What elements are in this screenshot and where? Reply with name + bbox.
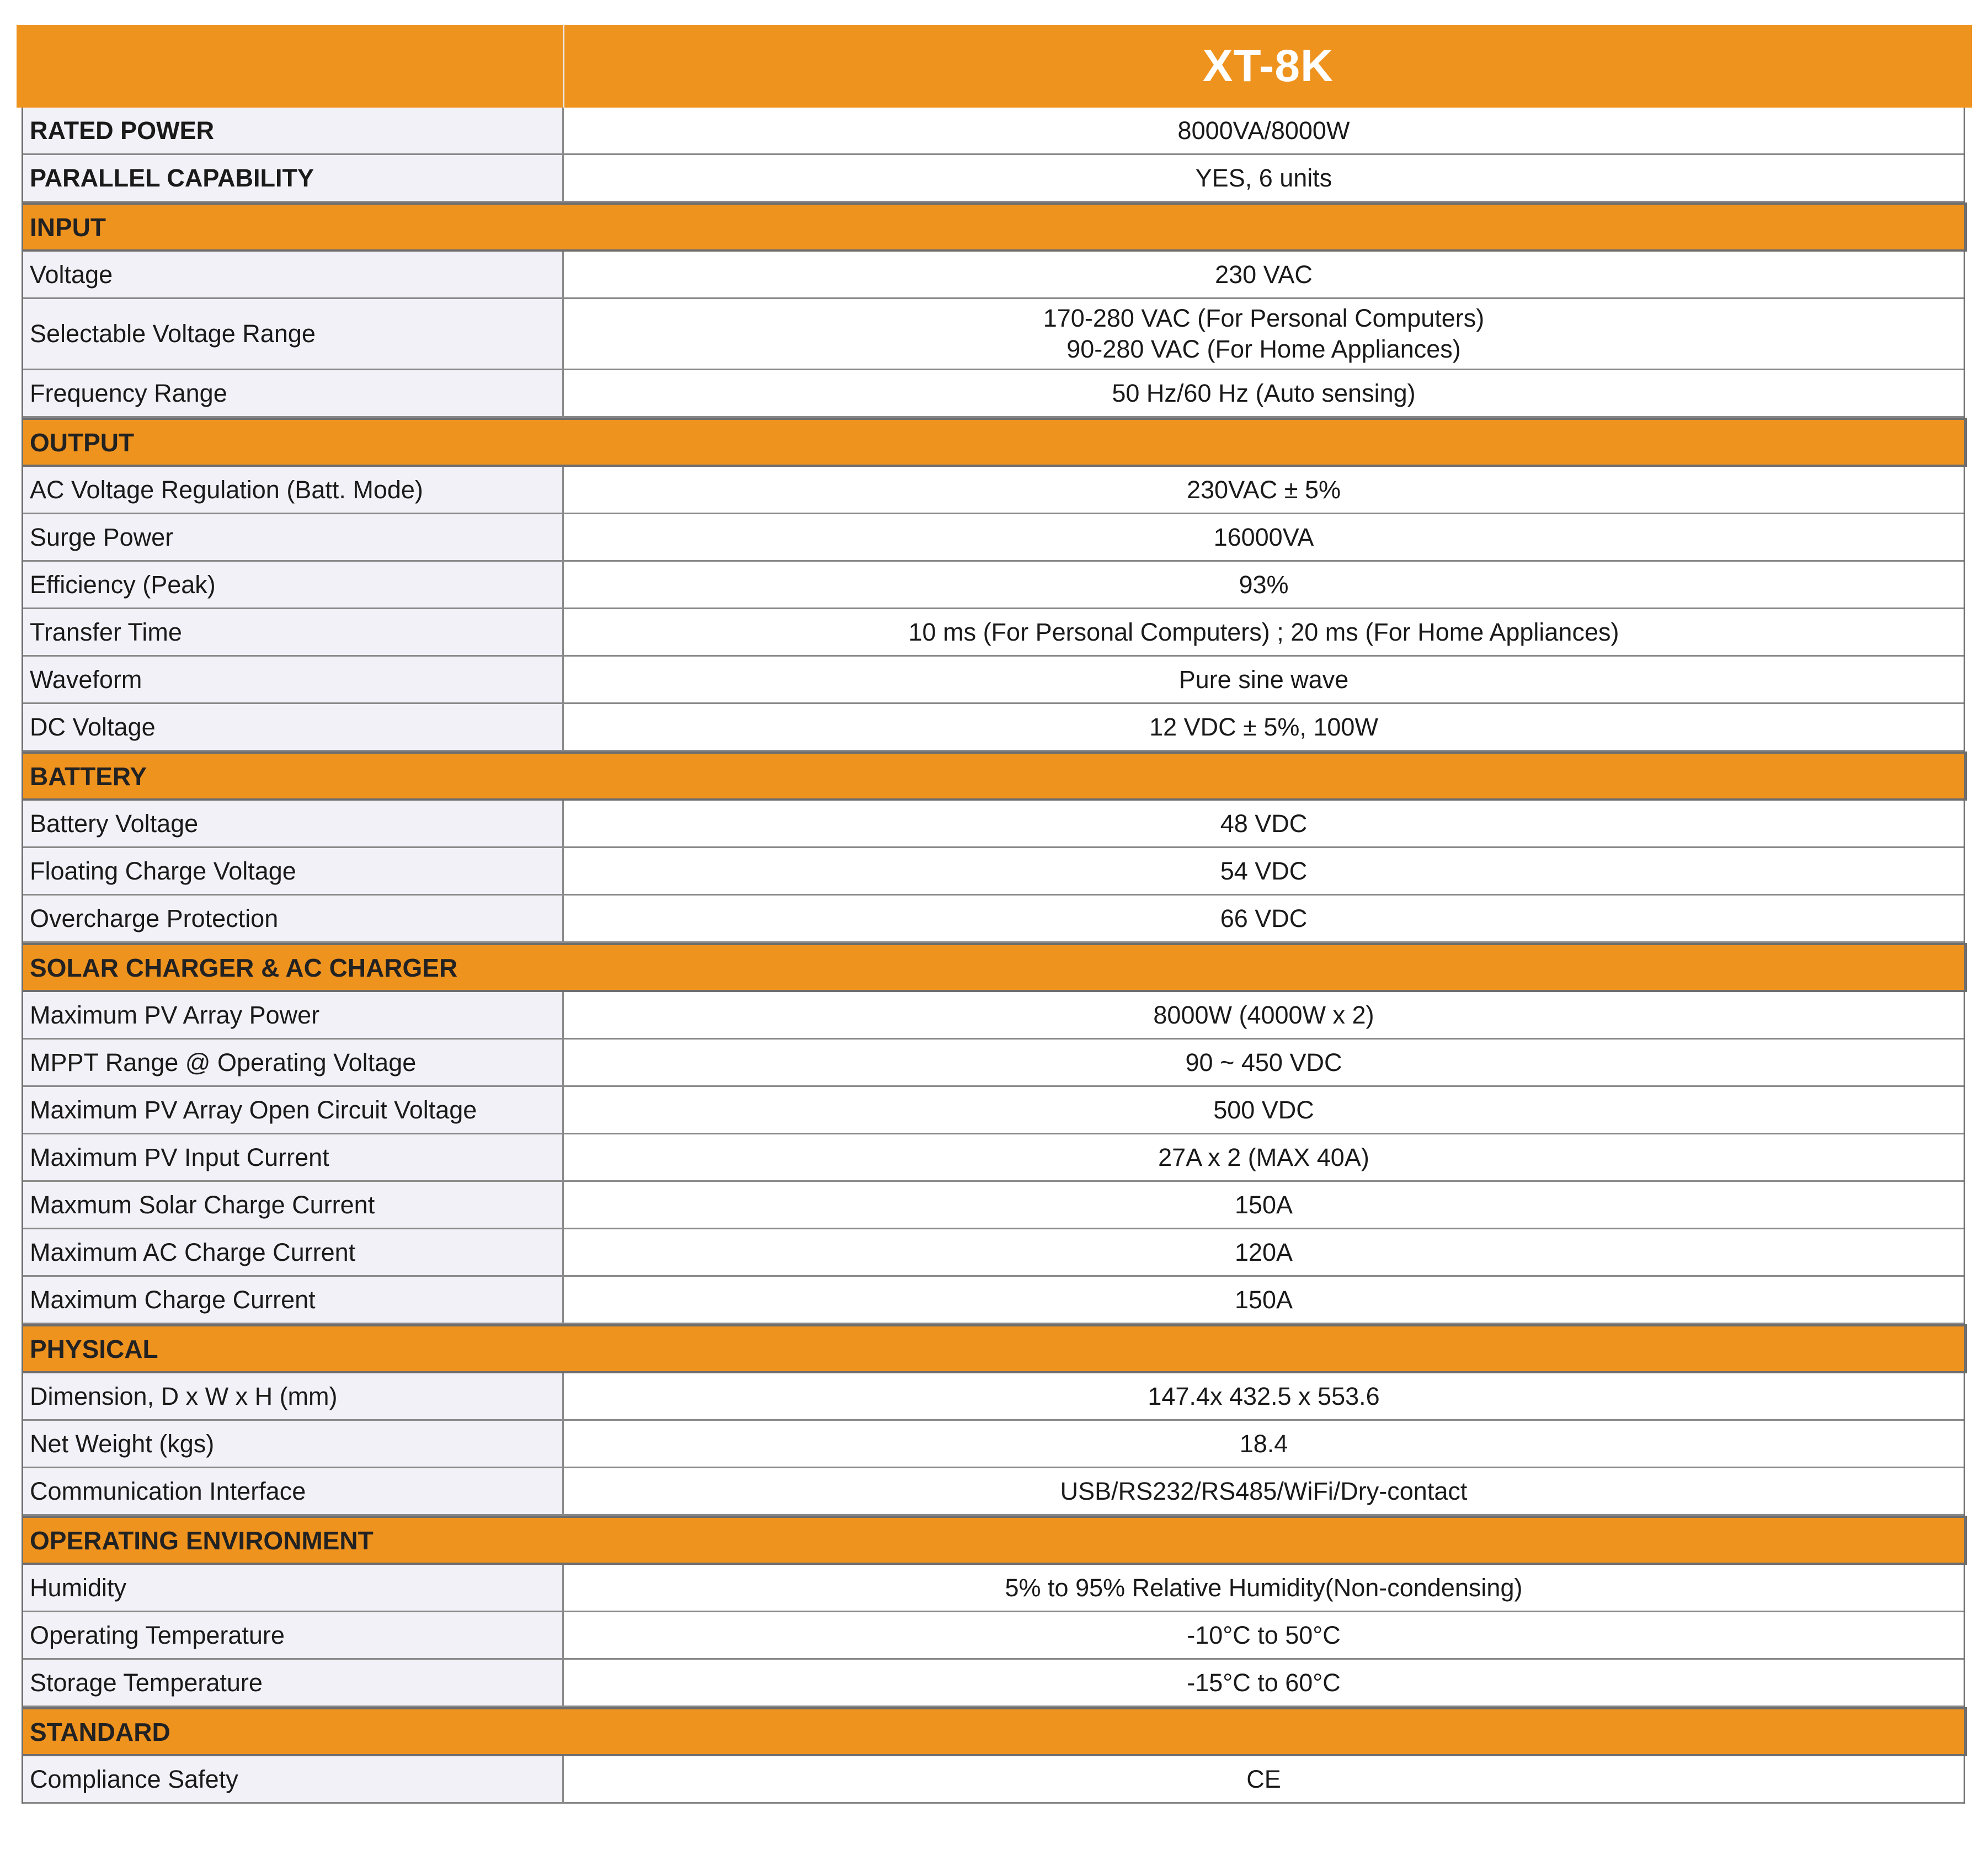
table-row: [23, 299, 1964, 370]
value-line: CE: [1246, 1765, 1281, 1793]
row-value: [564, 657, 1964, 702]
section-header: SOLAR CHARGER & AC CHARGER: [23, 943, 1967, 992]
row-label: Maximum PV Array Open Circuit Voltage: [23, 1087, 564, 1133]
row-label: Maximum AC Charge Current: [23, 1229, 564, 1275]
row-label: Efficiency (Peak): [23, 562, 564, 607]
row-label: Maximum Charge Current: [23, 1277, 564, 1323]
row-value: [564, 1421, 1964, 1467]
model-name: XT-8K: [1202, 41, 1334, 91]
row-value: [564, 1040, 1964, 1085]
table-row: [23, 896, 1964, 943]
value-line: 8000W (4000W x 2): [1153, 1000, 1374, 1029]
row-value: [564, 1565, 1964, 1611]
row-value: [564, 1612, 1964, 1658]
table-row: [23, 1134, 1964, 1182]
row-label: Battery Voltage: [23, 801, 564, 846]
table-row: [23, 609, 1964, 657]
value-line: YES, 6 units: [1195, 163, 1332, 192]
spec-table: [17, 25, 1972, 1804]
row-value: [564, 252, 1964, 297]
value-line: 10 ms (For Personal Computers) ; 20 ms (For Home Appliances): [908, 617, 1619, 646]
row-value: [564, 370, 1964, 416]
table-row: [23, 467, 1964, 514]
table-row: [23, 108, 1964, 155]
table-row: [23, 1182, 1964, 1229]
value-line: 16000VA: [1213, 523, 1314, 551]
row-value: [564, 562, 1964, 607]
value-line: -15°C to 60°C: [1187, 1668, 1341, 1697]
value-line: 66 VDC: [1220, 904, 1308, 932]
header-corner-cell: [17, 25, 564, 108]
row-label: Maxmum Solar Charge Current: [23, 1182, 564, 1228]
value-line: 27A x 2 (MAX 40A): [1158, 1143, 1369, 1171]
row-value: [564, 848, 1964, 894]
value-line: Pure sine wave: [1178, 665, 1349, 694]
row-value: [564, 1373, 1964, 1419]
value-line: 5% to 95% Relative Humidity(Non-condensing): [1005, 1573, 1523, 1602]
row-value: [564, 155, 1964, 201]
row-label: Voltage: [23, 252, 564, 297]
value-line: 120A: [1234, 1238, 1293, 1266]
table-row: [23, 562, 1964, 609]
table-row: [23, 1756, 1964, 1804]
row-label: Floating Charge Voltage: [23, 848, 564, 894]
row-label: Frequency Range: [23, 370, 564, 416]
value-line: 12 VDC ± 5%, 100W: [1149, 712, 1378, 741]
row-label: AC Voltage Regulation (Batt. Mode): [23, 467, 564, 513]
row-label: Operating Temperature: [23, 1612, 564, 1658]
section-header: PHYSICAL: [23, 1324, 1967, 1373]
row-label: Maximum PV Array Power: [23, 992, 564, 1038]
table-row: [23, 657, 1964, 704]
value-line: 230 VAC: [1215, 260, 1313, 289]
row-label: Waveform: [23, 657, 564, 702]
table-row: [23, 1612, 1964, 1660]
value-line: 93%: [1239, 570, 1289, 599]
row-value: [564, 514, 1964, 560]
row-label: DC Voltage: [23, 704, 564, 750]
row-value: [564, 609, 1964, 655]
row-value: [564, 992, 1964, 1038]
row-label: Selectable Voltage Range: [23, 299, 564, 369]
table-row: [23, 1421, 1964, 1468]
row-value: [564, 299, 1964, 369]
table-row: [23, 252, 1964, 299]
row-value: [564, 801, 1964, 846]
row-value: [564, 108, 1964, 153]
row-value: [564, 1660, 1964, 1706]
row-value: [564, 1229, 1964, 1275]
value-line: 50 Hz/60 Hz (Auto sensing): [1112, 379, 1416, 407]
table-row: [23, 1468, 1964, 1516]
row-label: Overcharge Protection: [23, 896, 564, 941]
table-row: [23, 848, 1964, 896]
row-label: Humidity: [23, 1565, 564, 1611]
table-row: [23, 1373, 1964, 1421]
value-line: USB/RS232/RS485/WiFi/Dry-contact: [1060, 1477, 1468, 1505]
row-label: Compliance Safety: [23, 1756, 564, 1802]
row-label: Surge Power: [23, 514, 564, 560]
row-value: [564, 1756, 1964, 1802]
row-label: MPPT Range @ Operating Voltage: [23, 1040, 564, 1085]
table-row: [23, 370, 1964, 418]
section-header: INPUT: [23, 202, 1967, 252]
value-line: 90-280 VAC (For Home Appliances): [1066, 335, 1461, 363]
row-value: [564, 1087, 1964, 1133]
value-line: 8000VA/8000W: [1177, 116, 1350, 145]
row-label: Storage Temperature: [23, 1660, 564, 1706]
row-label: Transfer Time: [23, 609, 564, 655]
table-row: [23, 704, 1964, 752]
row-value: [564, 1468, 1964, 1514]
spec-body: [22, 108, 1965, 1804]
row-label: PARALLEL CAPABILITY: [23, 155, 564, 201]
table-row: [23, 514, 1964, 562]
section-header: STANDARD: [23, 1707, 1967, 1756]
value-line: 150A: [1234, 1285, 1293, 1314]
row-value: [564, 1277, 1964, 1323]
value-line: -10°C to 50°C: [1187, 1621, 1341, 1649]
section-header: OPERATING ENVIRONMENT: [23, 1516, 1967, 1565]
value-line: 54 VDC: [1220, 856, 1308, 885]
table-row: [23, 1277, 1964, 1324]
row-label: Communication Interface: [23, 1468, 564, 1514]
value-line: 18.4: [1239, 1429, 1288, 1458]
row-value: [564, 1134, 1964, 1180]
value-line: 230VAC ± 5%: [1186, 475, 1341, 504]
row-label: Dimension, D x W x H (mm): [23, 1373, 564, 1419]
section-header: BATTERY: [23, 752, 1967, 801]
row-label: RATED POWER: [23, 108, 564, 153]
table-row: [23, 1087, 1964, 1134]
value-line: 500 VDC: [1213, 1095, 1314, 1124]
table-row: [23, 992, 1964, 1040]
table-row: [23, 801, 1964, 848]
value-line: 147.4x 432.5 x 553.6: [1148, 1382, 1380, 1410]
row-label: Maximum PV Input Current: [23, 1134, 564, 1180]
value-line: 170-280 VAC (For Personal Computers): [1043, 304, 1485, 332]
row-label: Net Weight (kgs): [23, 1421, 564, 1467]
row-value: [564, 1182, 1964, 1228]
table-header: [17, 25, 1972, 108]
value-line: 150A: [1234, 1190, 1293, 1219]
value-line: 48 VDC: [1220, 809, 1308, 838]
table-row: [23, 1040, 1964, 1087]
row-value: [564, 896, 1964, 941]
table-row: [23, 1660, 1964, 1707]
table-row: [23, 1229, 1964, 1277]
row-value: [564, 704, 1964, 750]
value-line: 90 ~ 450 VDC: [1185, 1048, 1342, 1076]
table-row: [23, 155, 1964, 202]
table-row: [23, 1565, 1964, 1612]
section-header: OUTPUT: [23, 418, 1967, 467]
row-value: [564, 467, 1964, 513]
